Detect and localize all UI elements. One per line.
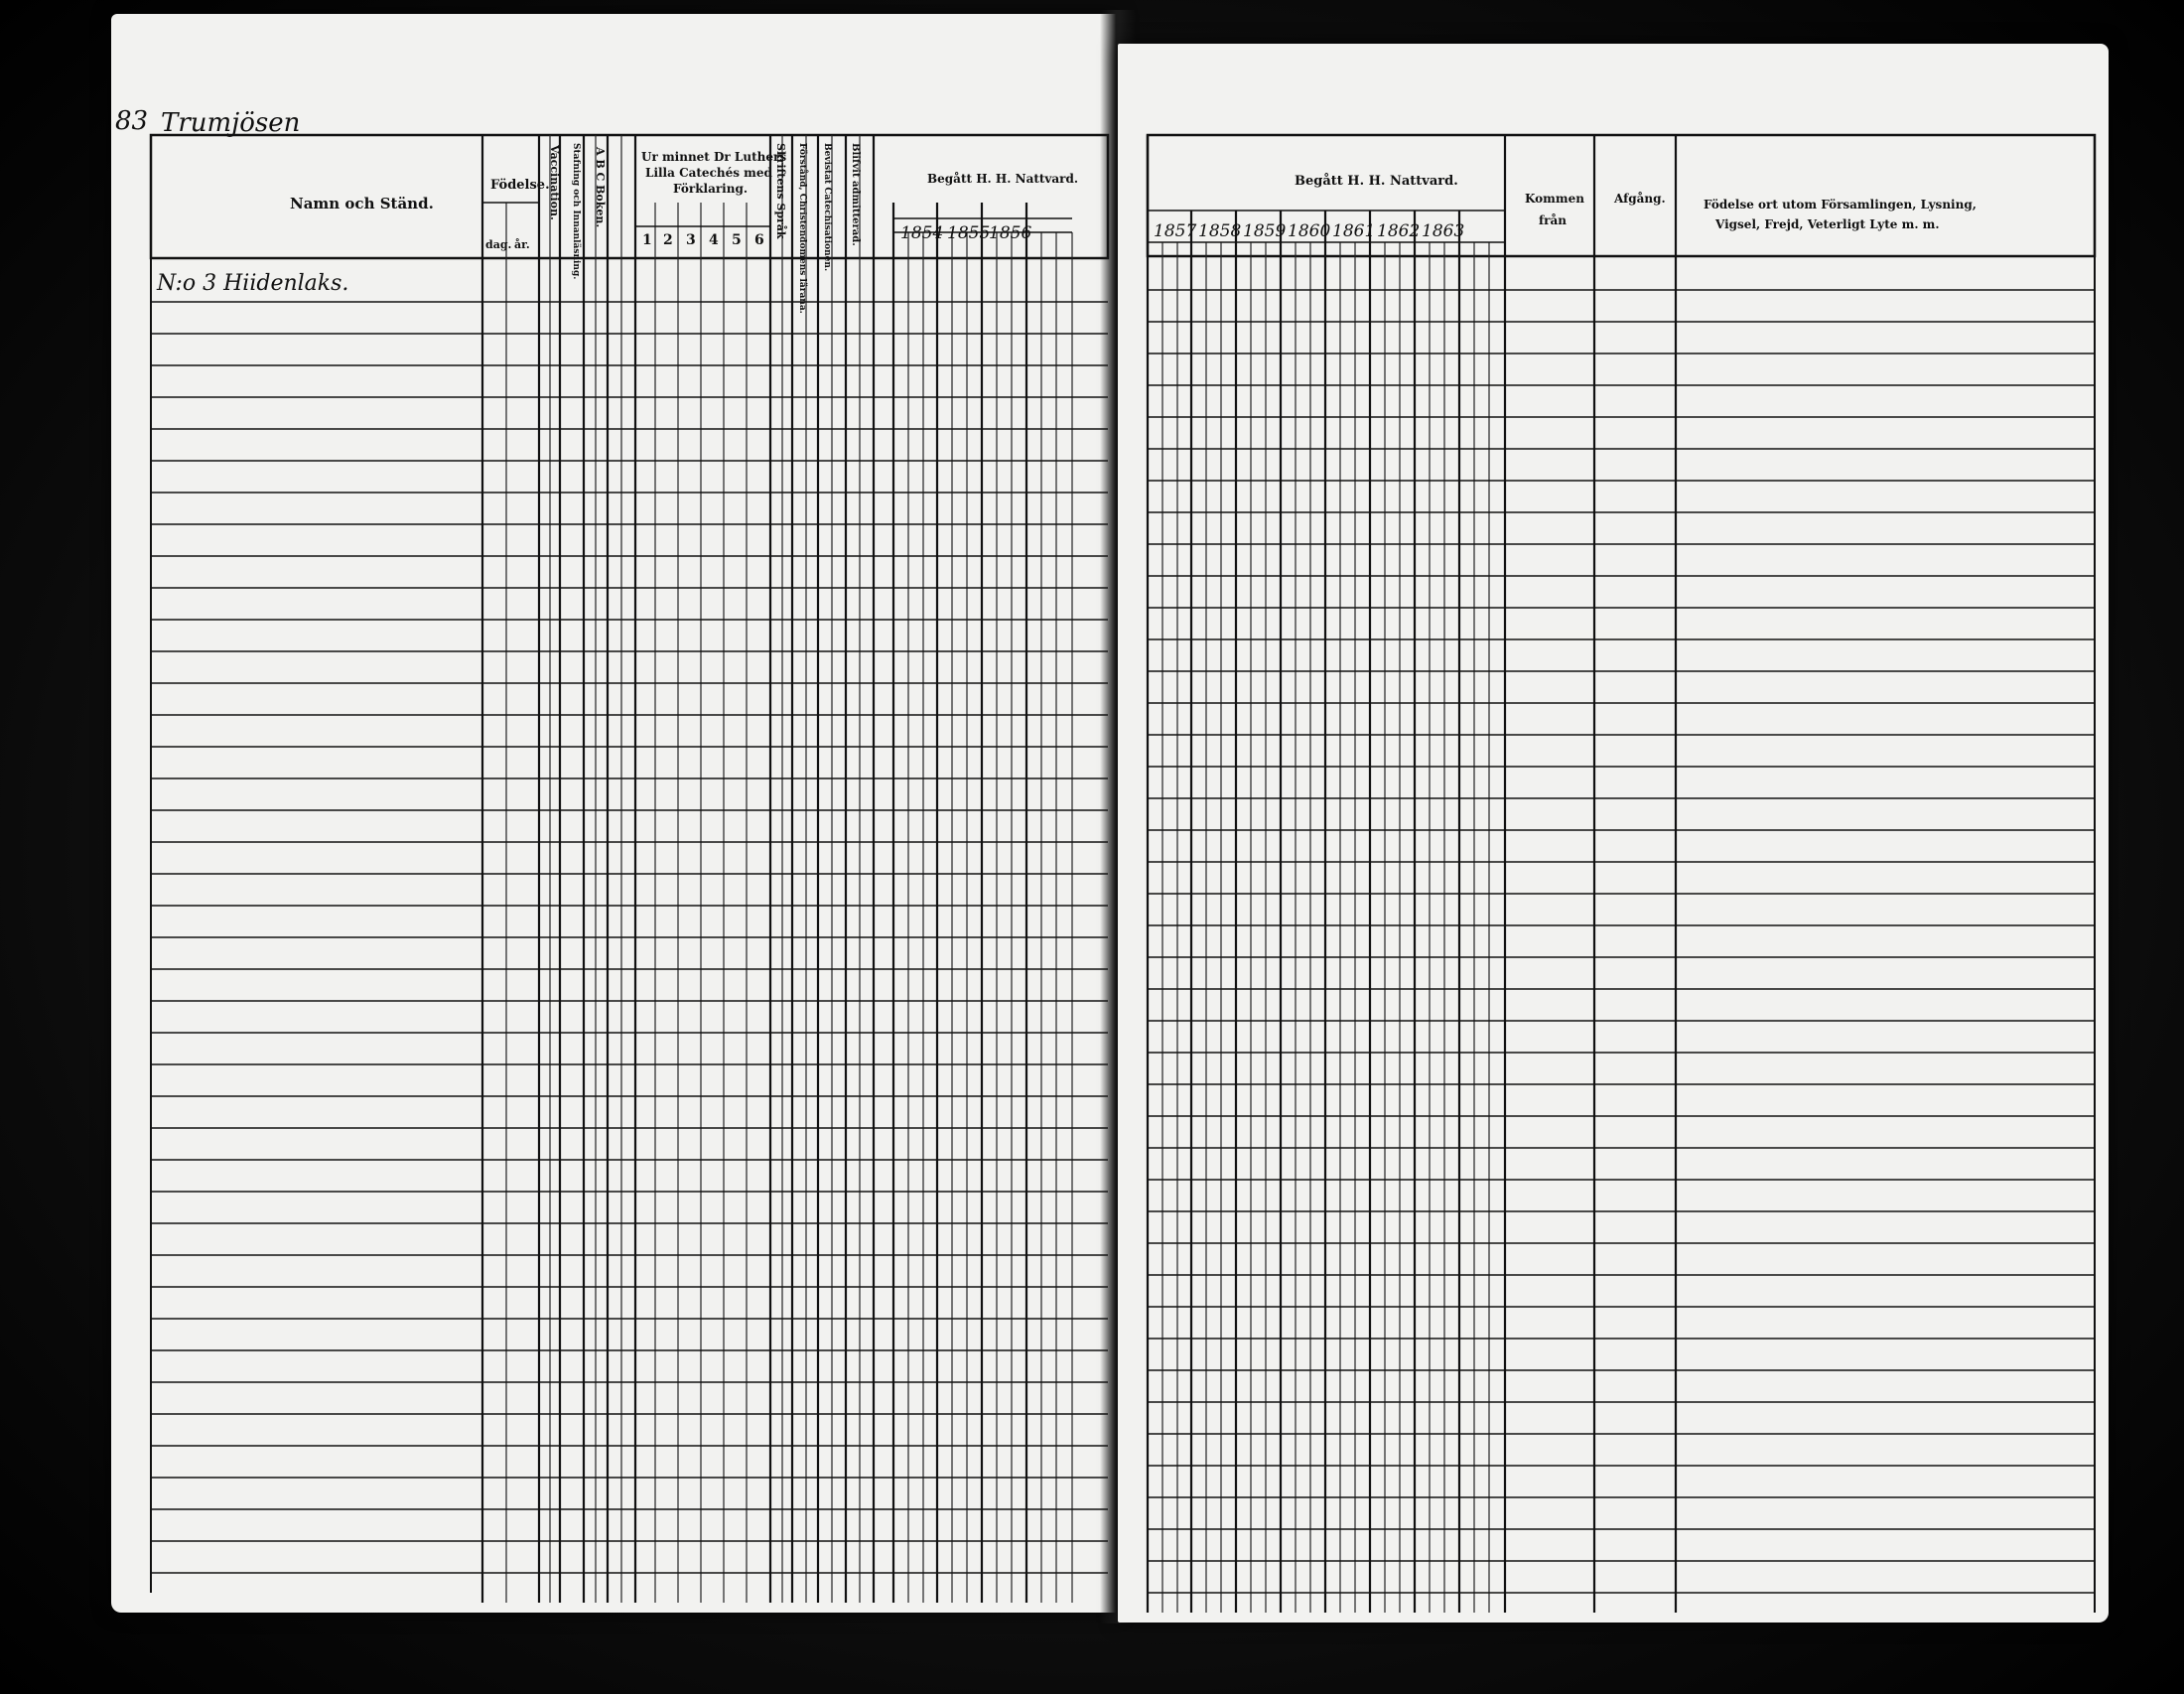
row-rules-right (1148, 290, 2095, 1593)
header-knowledge: Förstånd, Christendomens lärana. (797, 143, 807, 314)
header-abc: A B C Boken. (594, 147, 607, 228)
header-birth-day: dag. (485, 238, 512, 251)
place-name: Trumjösen (161, 108, 301, 138)
header-admitted: Blifvit admitterad. (850, 143, 861, 246)
year-1859: 1859 (1243, 221, 1287, 241)
entry-household: N:o 3 Hiidenlaks. (157, 271, 349, 296)
year-1858: 1858 (1198, 221, 1242, 241)
year-1854: 1854 (900, 223, 944, 243)
year-1860: 1860 (1288, 221, 1331, 241)
catechism-number: 5 (732, 232, 742, 248)
page-number: 83 (115, 106, 149, 136)
right-page-grid (1118, 44, 2109, 1623)
header-communion-right: Begått H. H. Nattvard. (1295, 174, 1458, 189)
row-rules (151, 302, 1108, 1573)
header-confirmation: Bevistat Catechisationen. (822, 143, 832, 272)
header-birth-year: år. (514, 238, 530, 251)
header-catechism-3: Förklaring. (673, 182, 749, 196)
left-page (111, 14, 1118, 1613)
header-departed: Afgång. (1614, 192, 1666, 206)
header-birth: Födelse. (490, 178, 550, 193)
left-page-grid (111, 14, 1118, 1613)
catechism-number: 6 (754, 232, 764, 248)
catechism-number: 1 (642, 232, 652, 248)
year-1855: 1855 (947, 223, 991, 243)
catechism-number: 3 (686, 232, 696, 248)
right-page (1118, 44, 2109, 1623)
header-vaccination: Vaccination. (548, 145, 561, 220)
header-reading: Stafning och Innanläsning. (571, 143, 581, 280)
year-1862: 1862 (1377, 221, 1421, 241)
header-writing: Skriftens Språk (774, 143, 787, 239)
header-catechism-2: Lilla Catechés med (645, 166, 772, 180)
header-arrived-from: från (1539, 213, 1567, 227)
year-1863: 1863 (1422, 221, 1465, 241)
header-remarks-2: Vigsel, Frejd, Veterligt Lyte m. m. (1715, 217, 1940, 231)
header-remarks-1: Födelse ort utom Församlingen, Lysning, (1704, 198, 1977, 212)
catechism-number: 2 (663, 232, 673, 248)
header-arrived: Kommen (1525, 192, 1584, 206)
year-1856: 1856 (989, 223, 1032, 243)
catechism-number: 4 (709, 232, 719, 248)
header-catechism-1: Ur minnet Dr Luthers (641, 150, 787, 164)
year-1861: 1861 (1332, 221, 1376, 241)
header-communion-left: Begått H. H. Nattvard. (927, 172, 1079, 186)
header-name-stand: Namn och Ständ. (290, 195, 434, 212)
year-1857: 1857 (1154, 221, 1197, 241)
